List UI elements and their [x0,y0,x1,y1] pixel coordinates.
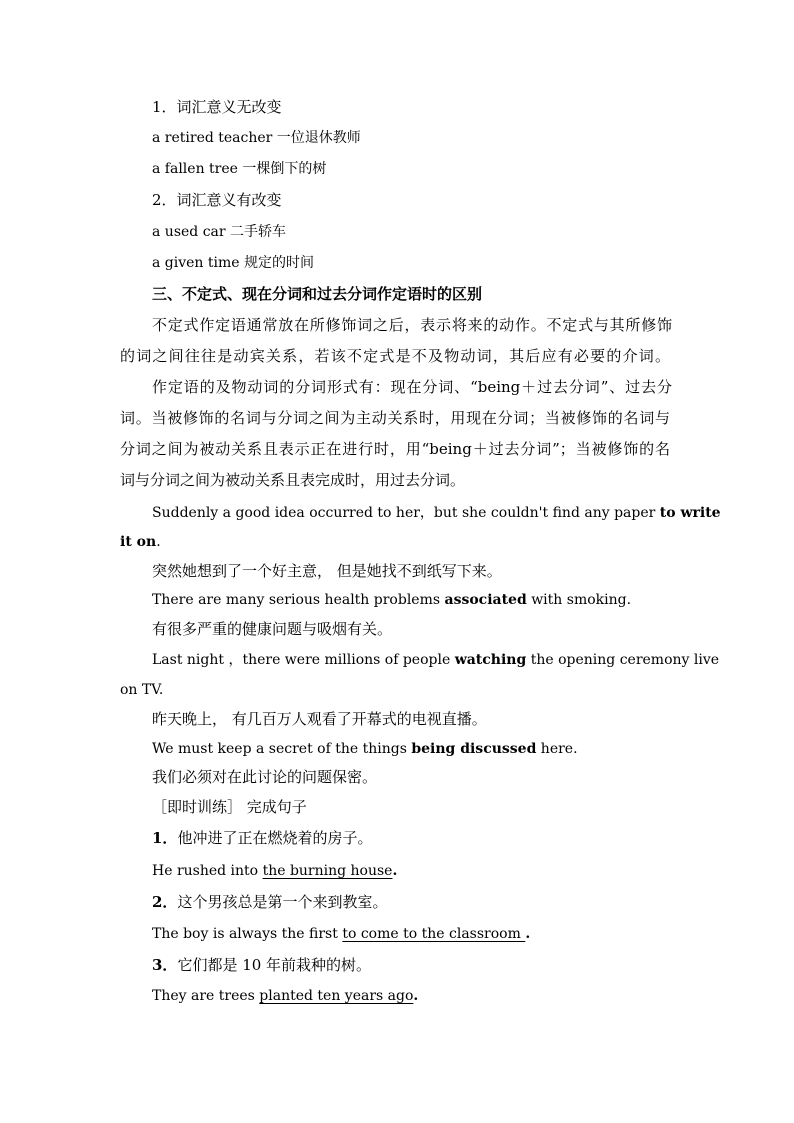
paragraph-2-line-2: 词。当被修饰的名词与分词之间为主动关系时，用现在分词；当被修饰的名词与 [120,409,670,427]
example-highlight: associated [444,592,527,608]
example-highlight: being discussed [411,741,537,757]
paragraph-2-line-4: 词与分词之间为被动关系且表完成时，用过去分词。 [120,471,466,489]
practice-number: 1． [152,829,178,847]
paragraph-1-line-2: 的词之间往往是动宾关系，若该不定式是不及物动词，其后应有必要的介词。 [120,347,670,365]
example-sentence-4 [152,740,578,758]
example-retired-teacher: a retired teacher 一位退休教师 [152,130,361,146]
example-sentence-1 [152,504,721,522]
example-highlight: watching [454,652,527,668]
practice-number: 3． [152,956,178,974]
answer-blank: the burning house [262,863,393,879]
practice-number: 2． [152,893,178,911]
practice-sentence: They are trees [152,988,260,1004]
example-text: with smoking. [526,592,632,608]
example-highlight: to write [659,505,721,521]
practice-item-3-answer [152,987,418,1005]
practice-prompt-text: 这个男孩总是第一个来到教室。 [177,893,388,911]
example-text: Suddenly a good idea occurred to her，but she couldn't find any paper [152,505,660,521]
example-given-time: a given time 规定的时间 [152,255,315,271]
example-fallen-tree: a fallen tree 一棵倒下的树 [152,161,327,177]
practice-item-1-prompt [152,829,372,847]
example-text: There are many serious health problems [152,592,445,608]
paragraph-2-line-3: 分词之间为被动关系且表示正在进行时，用“being＋过去分词”；当被修饰的名 [120,440,670,458]
practice-title: ［即时训练］ 完成句子 [152,798,307,816]
example-text: . [156,534,161,550]
example-sentence-3-cont: on TV. [120,682,164,698]
practice-prompt-text: 他冲进了正在燃烧着的房子。 [177,829,373,847]
example-sentence-1-cont [120,533,161,551]
subheading-changed: 2．词汇意义有改变 [152,191,282,209]
example-translation-3: 昨天晚上， 有几百万人观看了开幕式的电视直播。 [152,710,487,728]
example-highlight: it on [120,534,157,550]
practice-period: . [413,988,419,1004]
practice-period: . [525,926,531,942]
paragraph-2-line-1: 作定语的及物动词的分词形式有：现在分词、“being＋过去分词”、过去分 [152,378,672,396]
example-text: here. [536,741,578,757]
example-text: We must keep a secret of the things [152,741,412,757]
example-text: the opening ceremony live [526,652,720,668]
subheading-no-change: 1．词汇意义无改变 [152,98,282,116]
practice-period: . [392,863,398,879]
practice-item-2-prompt [152,893,387,911]
practice-item-2-answer [152,925,530,943]
practice-item-3-prompt [152,956,371,974]
example-text: Last night ，there were millions of people [152,652,455,668]
example-translation-4: 我们必须对在此讨论的问题保密。 [152,768,378,786]
section-heading: 三、不定式、现在分词和过去分词作定语时的区别 [152,285,483,303]
practice-prompt-text: 它们都是 10 年前栽种的树。 [177,956,372,974]
example-sentence-3 [152,651,719,669]
paragraph-1-line-1: 不定式作定语通常放在所修饰词之后，表示将来的动作。不定式与其所修饰 [152,316,672,334]
example-used-car: a used car 二手轿车 [152,224,287,240]
practice-sentence: He rushed into [152,863,263,879]
practice-sentence: The boy is always the first [152,926,343,942]
example-translation-1: 突然她想到了一个好主意， 但是她找不到纸写下来。 [152,562,502,580]
answer-blank: to come to the classroom [342,926,526,942]
practice-item-1-answer [152,862,397,880]
example-translation-2: 有很多严重的健康问题与吸烟有关。 [152,620,393,638]
answer-blank: planted ten years ago [259,988,414,1004]
example-sentence-2 [152,591,631,609]
